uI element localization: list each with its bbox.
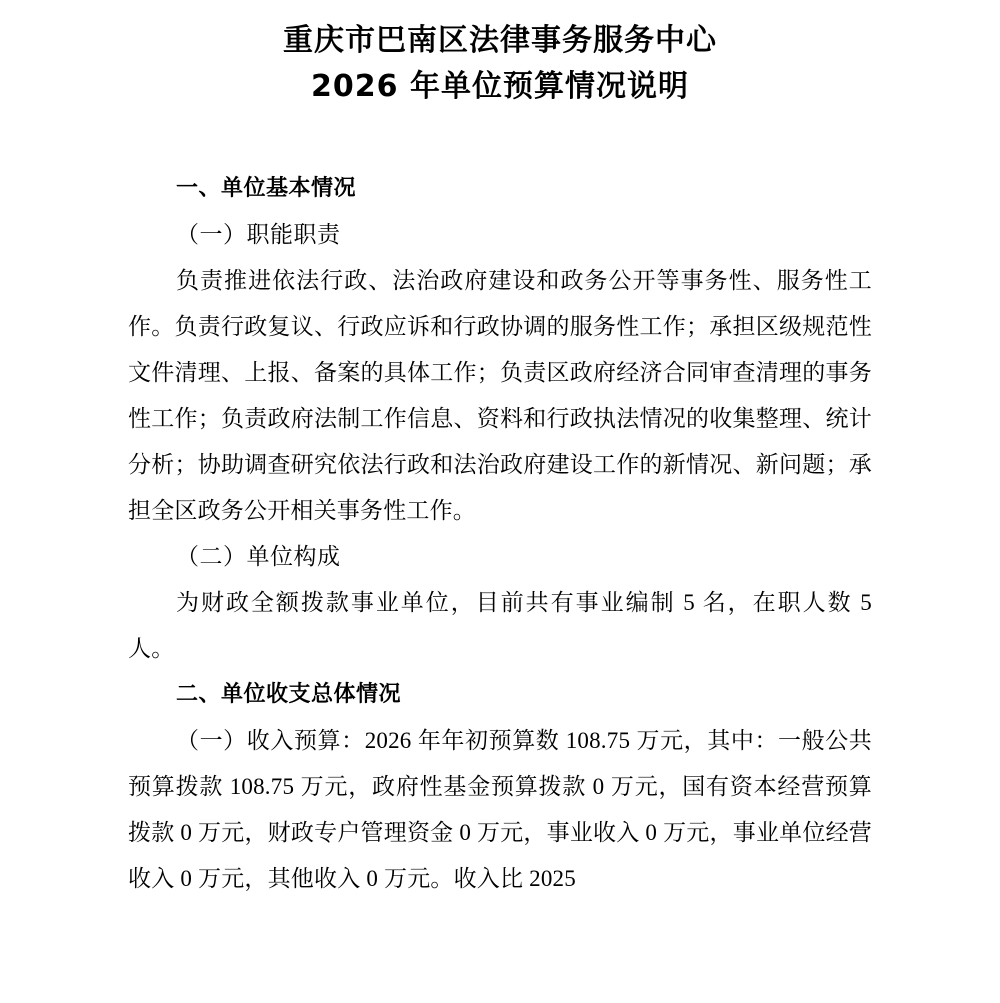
subsection-heading-1-1: （一）职能职责 — [176, 222, 341, 247]
section-heading-2: 二、单位收支总体情况 — [176, 682, 402, 707]
section-heading-1: 一、单位基本情况 — [176, 176, 357, 201]
section-1-body-2: 为财政全额拨款事业单位，目前共有事业编制 5 名，在职人数 5 人。 — [128, 590, 872, 661]
title-line-2: 2026 年单位预算情况说明 — [311, 69, 689, 104]
section-2-body-1: （一）收入预算：2026 年年初预算数 108.75 万元，其中：一般公共预算拨款 108.75 万元，政府性基金预算拨款 0 万元，国有资本经营预算拨款 0 万元，财政专户管理资金 0 万元，事业收入 0 万元，事业单位经营收入 0 万元，其他收入 0 万元。收入比 2025 — [128, 728, 872, 891]
title-line-1: 重庆市巴南区法律事务服务中心 — [283, 23, 717, 58]
title-spacer — [128, 110, 872, 166]
page-title — [128, 18, 872, 110]
subsection-heading-1-2: （二）单位构成 — [176, 544, 341, 569]
section-1-body-1: 负责推进依法行政、法治政府建设和政务公开等事务性、服务性工作。负责行政复议、行政应诉和行政协调的服务性工作；承担区级规范性文件清理、上报、备案的具体工作；负责区政府经济合同审查清理的事务性工作；负责政府法制工作信息、资料和行政执法情况的收集整理、统计分析；协助调查研究依法行政和法治政府建设工作的新情况、新问题；承担全区政务公开相关事务性工作。 — [128, 268, 872, 523]
